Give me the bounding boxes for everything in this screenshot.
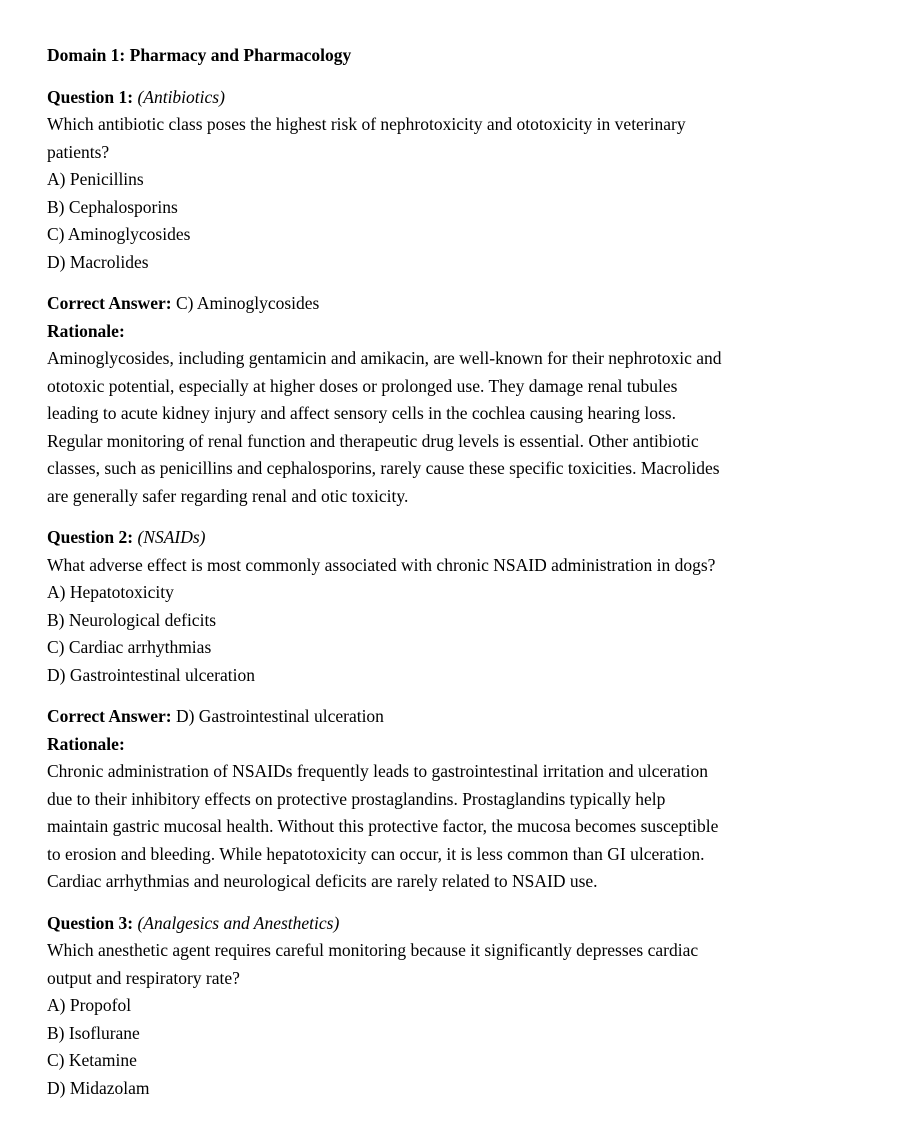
rationale-line: are generally safer regarding renal and otic toxicity. [47, 485, 409, 506]
rationale-text [47, 758, 863, 896]
correct-answer-line [47, 703, 863, 731]
question-heading [47, 524, 863, 552]
rationale-label: Rationale: [47, 320, 125, 341]
correct-answer-label: Correct Answer: [47, 706, 172, 726]
options-list [47, 579, 863, 689]
rationale-line: Cardiac arrhythmias and neurological deficits are rarely related to NSAID use. [47, 871, 598, 891]
option-item: A) Propofol [47, 995, 132, 1015]
question-label: Question 2: [47, 527, 134, 547]
question-block [47, 84, 863, 277]
option-item: A) Hepatotoxicity [47, 582, 174, 602]
option-item: D) Macrolides [47, 251, 149, 272]
option-item: A) Penicillins [47, 169, 144, 189]
domain-title-block [47, 42, 863, 70]
option-item: C) Cardiac arrhythmias [47, 637, 212, 657]
answer-block [47, 290, 863, 510]
question-topic: (Antibiotics) [137, 86, 225, 107]
option-item: B) Isoflurane [47, 1022, 140, 1043]
question-text-line: output and respiratory rate? [47, 967, 240, 988]
answer-block [47, 703, 863, 896]
question-block [47, 524, 863, 689]
rationale-line: Regular monitoring of renal function and therapeutic drug levels is essential. Other antibiotic [47, 430, 699, 451]
question-text [47, 552, 863, 580]
option-item: B) Neurological deficits [47, 609, 217, 630]
option-item: D) Midazolam [47, 1077, 150, 1098]
page-title: Domain 1: Pharmacy and Pharmacology [47, 45, 352, 65]
option-item: C) Aminoglycosides [47, 224, 191, 244]
question-text-line: patients? [47, 141, 110, 162]
rationale-line: Chronic administration of NSAIDs frequently leads to gastrointestinal irritation and ulceration [47, 761, 708, 781]
question-label: Question 1: [47, 86, 134, 107]
option-item: B) Cephalosporins [47, 196, 178, 217]
rationale-line: maintain gastric mucosal health. Without this protective factor, the mucosa becomes susceptible [47, 816, 719, 836]
rationale-line: leading to acute kidney injury and affect sensory cells in the cochlea causing hearing loss. [47, 403, 676, 423]
option-item: D) Gastrointestinal ulceration [47, 664, 255, 685]
question-topic: (Analgesics and Anesthetics) [137, 912, 340, 933]
rationale-line: Aminoglycosides, including gentamicin and amikacin, are well-known for their nephrotoxic and [47, 348, 722, 368]
correct-answer-value: C) Aminoglycosides [175, 293, 320, 313]
rationale-line: due to their inhibitory effects on protective prostaglandins. Prostaglandins typically help [47, 788, 666, 809]
correct-answer-value: D) Gastrointestinal ulceration [175, 706, 384, 726]
question-text-line: Which anesthetic agent requires careful monitoring because it significantly depresses cardiac [47, 940, 699, 960]
rationale-line: classes, such as penicillins and cephalosporins, rarely cause these specific toxicities. Macrolides [47, 458, 720, 478]
rationale-line: ototoxic potential, especially at higher doses or prolonged use. They damage renal tubules [47, 375, 678, 396]
option-item: C) Ketamine [47, 1050, 137, 1070]
question-text [47, 111, 863, 166]
options-list [47, 992, 863, 1102]
correct-answer-line [47, 290, 863, 318]
correct-answer-label: Correct Answer: [47, 293, 172, 313]
question-block [47, 910, 863, 1103]
rationale-text [47, 345, 863, 510]
question-text-line: Which antibiotic class poses the highest risk of nephrotoxicity and ototoxicity in veterinary [47, 114, 686, 134]
question-heading [47, 84, 863, 112]
rationale-label: Rationale: [47, 733, 125, 754]
options-list [47, 166, 863, 276]
question-text [47, 937, 863, 992]
question-label: Question 3: [47, 912, 134, 933]
question-topic: (NSAIDs) [137, 527, 206, 547]
question-heading [47, 910, 863, 938]
question-text-line: What adverse effect is most commonly associated with chronic NSAID administration in dogs? [47, 554, 716, 575]
rationale-line: to erosion and bleeding. While hepatotoxicity can occur, it is less common than GI ulceration. [47, 843, 705, 864]
